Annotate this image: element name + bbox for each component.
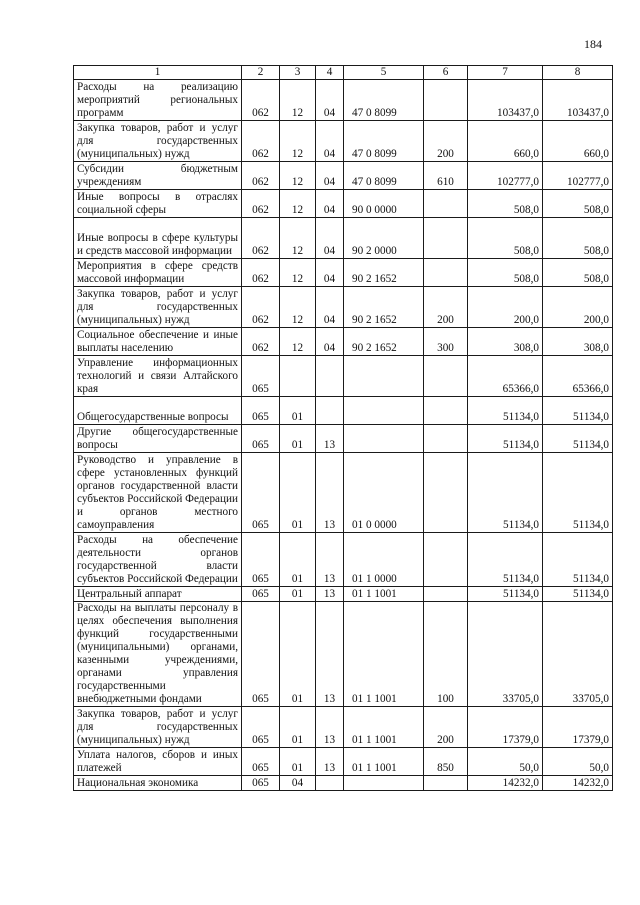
article-code: 90 0 0000 — [344, 190, 424, 218]
expense-type-code: 100 — [424, 602, 468, 707]
amount-plan: 17379,0 — [468, 707, 543, 748]
amount-plan: 102777,0 — [468, 162, 543, 190]
row-name: Иные вопросы в сфере культуры и средств массовой информации — [74, 218, 242, 259]
section-code: 12 — [280, 121, 316, 162]
subsection-code: 04 — [316, 121, 344, 162]
table-row — [74, 162, 613, 190]
row-name: Национальная экономика — [74, 776, 242, 791]
expense-type-code — [424, 259, 468, 287]
row-name: Закупка товаров, работ и услуг для государственных (муниципальных) нужд — [74, 707, 242, 748]
admin-code: 065 — [242, 397, 280, 425]
admin-code: 062 — [242, 190, 280, 218]
article-code: 90 2 0000 — [344, 218, 424, 259]
amount-plan: 200,0 — [468, 287, 543, 328]
column-header: 2 — [242, 66, 280, 80]
table-row — [74, 707, 613, 748]
amount-plan: 50,0 — [468, 748, 543, 776]
amount-total: 308,0 — [543, 328, 613, 356]
amount-total: 508,0 — [543, 218, 613, 259]
article-code: 90 2 1652 — [344, 328, 424, 356]
expense-type-code — [424, 190, 468, 218]
section-code: 12 — [280, 190, 316, 218]
table-row — [74, 328, 613, 356]
amount-total: 51134,0 — [543, 533, 613, 587]
amount-plan: 660,0 — [468, 121, 543, 162]
article-code: 01 1 1001 — [344, 748, 424, 776]
table-row — [74, 218, 613, 259]
amount-plan: 51134,0 — [468, 533, 543, 587]
subsection-code — [316, 397, 344, 425]
amount-total: 65366,0 — [543, 356, 613, 397]
subsection-code — [316, 776, 344, 791]
section-code: 12 — [280, 287, 316, 328]
section-code: 01 — [280, 587, 316, 602]
section-code: 01 — [280, 707, 316, 748]
amount-plan: 51134,0 — [468, 397, 543, 425]
row-name: Закупка товаров, работ и услуг для государственных (муниципальных) нужд — [74, 121, 242, 162]
expense-type-code: 200 — [424, 121, 468, 162]
subsection-code: 13 — [316, 602, 344, 707]
article-code — [344, 356, 424, 397]
article-code: 01 1 1001 — [344, 707, 424, 748]
expense-type-code: 850 — [424, 748, 468, 776]
row-name: Руководство и управление в сфере установленных функций органов государственной власти субъектов Российской Федерации и органов местного самоуправления — [74, 453, 242, 533]
subsection-code: 04 — [316, 259, 344, 287]
section-code: 01 — [280, 425, 316, 453]
amount-total: 50,0 — [543, 748, 613, 776]
table-row — [74, 533, 613, 587]
amount-plan: 14232,0 — [468, 776, 543, 791]
article-code: 01 0 0000 — [344, 453, 424, 533]
expense-type-code — [424, 397, 468, 425]
section-code: 12 — [280, 328, 316, 356]
admin-code: 062 — [242, 121, 280, 162]
row-name: Расходы на обеспечение деятельности органов государственной власти субъектов Российской Федерации — [74, 533, 242, 587]
subsection-code: 13 — [316, 748, 344, 776]
expense-type-code: 610 — [424, 162, 468, 190]
admin-code: 065 — [242, 425, 280, 453]
admin-code: 065 — [242, 602, 280, 707]
expense-type-code: 200 — [424, 287, 468, 328]
article-code: 01 1 1001 — [344, 602, 424, 707]
article-code: 01 1 1001 — [344, 587, 424, 602]
table-row — [74, 453, 613, 533]
admin-code: 065 — [242, 587, 280, 602]
column-header: 5 — [344, 66, 424, 80]
row-name: Социальное обеспечение и иные выплаты населению — [74, 328, 242, 356]
amount-total: 14232,0 — [543, 776, 613, 791]
amount-total: 508,0 — [543, 259, 613, 287]
amount-plan: 51134,0 — [468, 587, 543, 602]
admin-code: 065 — [242, 356, 280, 397]
subsection-code — [316, 356, 344, 397]
article-code: 47 0 8099 — [344, 121, 424, 162]
table-row — [74, 425, 613, 453]
amount-plan: 103437,0 — [468, 80, 543, 121]
row-name: Субсидии бюджетным учреждениям — [74, 162, 242, 190]
amount-plan: 508,0 — [468, 190, 543, 218]
table-row — [74, 748, 613, 776]
table-header-row — [74, 66, 613, 80]
amount-plan: 51134,0 — [468, 453, 543, 533]
section-code: 12 — [280, 259, 316, 287]
amount-total: 33705,0 — [543, 602, 613, 707]
amount-total: 51134,0 — [543, 587, 613, 602]
expense-type-code: 200 — [424, 707, 468, 748]
row-name: Общегосударственные вопросы — [74, 397, 242, 425]
admin-code: 062 — [242, 287, 280, 328]
amount-total: 51134,0 — [543, 425, 613, 453]
article-code: 01 1 0000 — [344, 533, 424, 587]
table-row — [74, 602, 613, 707]
table-row — [74, 587, 613, 602]
row-name: Управление информационных технологий и связи Алтайского края — [74, 356, 242, 397]
amount-plan: 65366,0 — [468, 356, 543, 397]
section-code: 04 — [280, 776, 316, 791]
amount-plan: 51134,0 — [468, 425, 543, 453]
expense-type-code — [424, 587, 468, 602]
article-code — [344, 425, 424, 453]
admin-code: 062 — [242, 218, 280, 259]
admin-code: 065 — [242, 707, 280, 748]
expense-type-code — [424, 356, 468, 397]
column-header: 7 — [468, 66, 543, 80]
section-code — [280, 356, 316, 397]
subsection-code: 13 — [316, 587, 344, 602]
row-name: Другие общегосударственные вопросы — [74, 425, 242, 453]
article-code: 47 0 8099 — [344, 80, 424, 121]
section-code: 01 — [280, 533, 316, 587]
subsection-code: 13 — [316, 453, 344, 533]
article-code: 47 0 8099 — [344, 162, 424, 190]
expense-type-code — [424, 425, 468, 453]
expense-type-code — [424, 776, 468, 791]
subsection-code: 13 — [316, 533, 344, 587]
expense-type-code — [424, 80, 468, 121]
article-code: 90 2 1652 — [344, 287, 424, 328]
expense-type-code — [424, 533, 468, 587]
expense-type-code — [424, 453, 468, 533]
row-name: Центральный аппарат — [74, 587, 242, 602]
section-code: 01 — [280, 602, 316, 707]
subsection-code: 04 — [316, 218, 344, 259]
budget-table — [73, 65, 613, 791]
admin-code: 062 — [242, 328, 280, 356]
column-header: 4 — [316, 66, 344, 80]
amount-total: 103437,0 — [543, 80, 613, 121]
table-row — [74, 397, 613, 425]
amount-total: 508,0 — [543, 190, 613, 218]
section-code: 01 — [280, 748, 316, 776]
amount-plan: 508,0 — [468, 259, 543, 287]
table-row — [74, 287, 613, 328]
amount-total: 660,0 — [543, 121, 613, 162]
table-row — [74, 121, 613, 162]
amount-total: 200,0 — [543, 287, 613, 328]
section-code: 01 — [280, 397, 316, 425]
subsection-code: 04 — [316, 80, 344, 121]
article-code: 90 2 1652 — [344, 259, 424, 287]
row-name: Расходы на выплаты персоналу в целях обеспечения выполнения функций государственными (муниципальными) органами, казенными учреждениями, органами управления государственными внебюджетными фондами — [74, 602, 242, 707]
amount-total: 102777,0 — [543, 162, 613, 190]
table-row — [74, 80, 613, 121]
amount-total: 51134,0 — [543, 453, 613, 533]
column-header: 1 — [74, 66, 242, 80]
admin-code: 065 — [242, 748, 280, 776]
article-code — [344, 776, 424, 791]
amount-plan: 308,0 — [468, 328, 543, 356]
expense-type-code: 300 — [424, 328, 468, 356]
section-code: 12 — [280, 218, 316, 259]
row-name: Закупка товаров, работ и услуг для государственных (муниципальных) нужд — [74, 287, 242, 328]
budget-table-body — [74, 66, 613, 791]
column-header: 6 — [424, 66, 468, 80]
amount-total: 17379,0 — [543, 707, 613, 748]
column-header: 8 — [543, 66, 613, 80]
article-code — [344, 397, 424, 425]
subsection-code: 13 — [316, 707, 344, 748]
subsection-code: 04 — [316, 190, 344, 218]
section-code: 12 — [280, 162, 316, 190]
subsection-code: 04 — [316, 328, 344, 356]
admin-code: 062 — [242, 80, 280, 121]
column-header: 3 — [280, 66, 316, 80]
row-name: Мероприятия в сфере средств массовой информации — [74, 259, 242, 287]
expense-type-code — [424, 218, 468, 259]
section-code: 12 — [280, 80, 316, 121]
admin-code: 062 — [242, 162, 280, 190]
admin-code: 062 — [242, 259, 280, 287]
admin-code: 065 — [242, 533, 280, 587]
table-row — [74, 259, 613, 287]
table-row — [74, 356, 613, 397]
subsection-code: 13 — [316, 425, 344, 453]
row-name: Расходы на реализацию мероприятий региональных программ — [74, 80, 242, 121]
row-name: Иные вопросы в отраслях социальной сферы — [74, 190, 242, 218]
amount-plan: 508,0 — [468, 218, 543, 259]
admin-code: 065 — [242, 776, 280, 791]
subsection-code: 04 — [316, 287, 344, 328]
row-name: Уплата налогов, сборов и иных платежей — [74, 748, 242, 776]
amount-total: 51134,0 — [543, 397, 613, 425]
section-code: 01 — [280, 453, 316, 533]
table-row — [74, 776, 613, 791]
admin-code: 065 — [242, 453, 280, 533]
amount-plan: 33705,0 — [468, 602, 543, 707]
table-row — [74, 190, 613, 218]
page-number: 184 — [584, 37, 602, 51]
subsection-code: 04 — [316, 162, 344, 190]
